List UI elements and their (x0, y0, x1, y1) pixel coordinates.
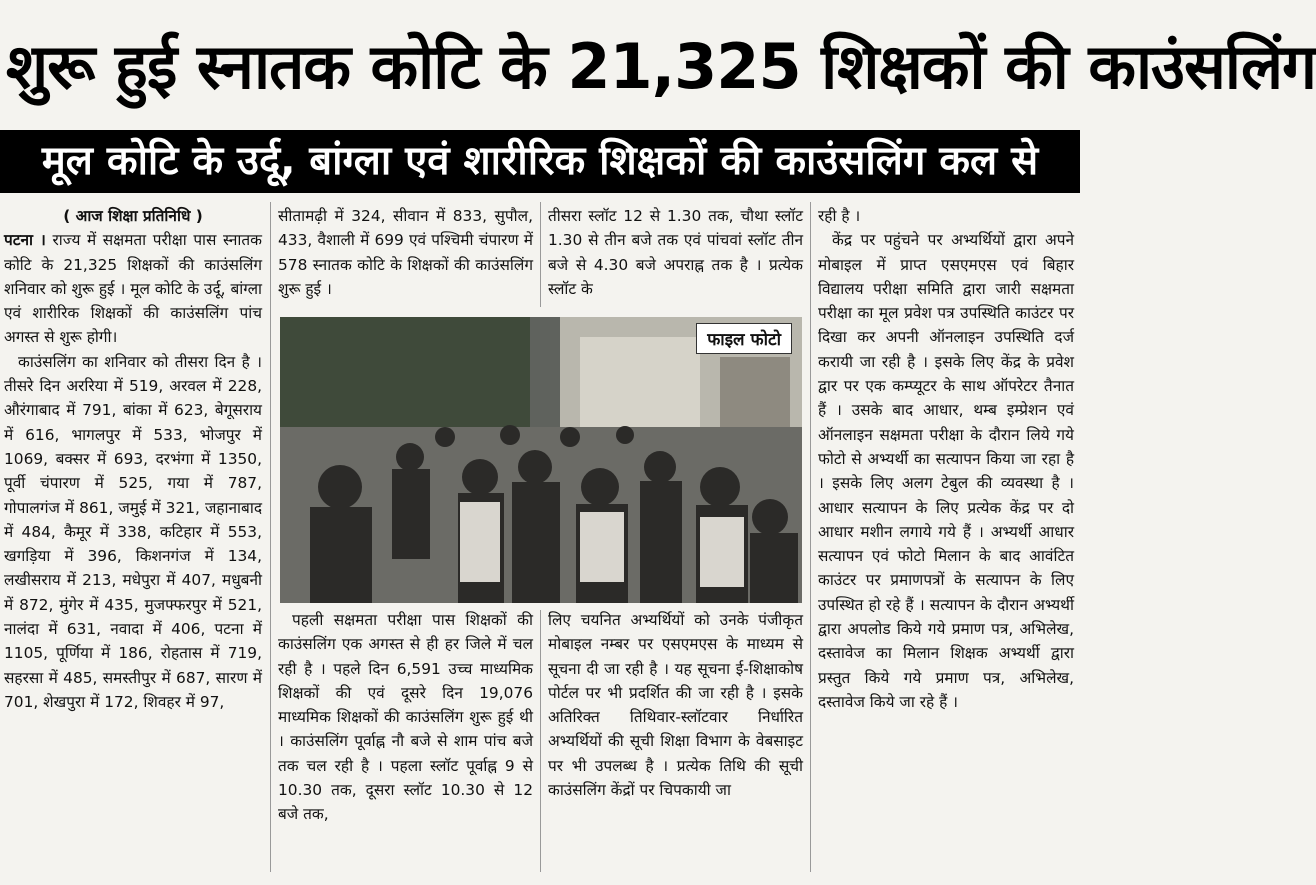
article-paragraph: काउंसलिंग का शनिवार को तीसरा दिन है । तीसरे दिन अररिया में 519, अरवल में 228, औरंगाबाद में 791, बांका में 623, बेगूसराय में 616, भागलपुर में 533, भोजपुर में 1069, बक्सर में 693, दरभंगा में 1350, पूर्वी चंपारण में 525, गया में 787, गोपालगंज में 861, जमुई में 321, जहानाबाद में 484, कैमूर में 338, कटिहार में 553, खगड़िया में 396, किशनगंज में 134, लखीसराय में 213, मधेपुरा में 407, मधुबनी में 872, मुंगेर में 435, मुजफ्फरपुर में 521, नालंदा में 631, नवादा में 406, पटना में 1105, पूर्णिया में 186, रोहतास में 719, सहरसा में 485, समस्तीपुर में 687, सारण में 701, शेखपुरा में 172, शिवहर में 97, (4, 352, 262, 711)
subheadline-banner: मूल कोटि के उर्दू, बांग्ला एवं शारीरिक शिक्षकों की काउंसलिंग कल से (0, 130, 1080, 193)
article-column-3-bottom (548, 608, 803, 876)
article-column-1 (4, 204, 262, 880)
column-rule (810, 202, 811, 872)
paragraph-text: राज्य में सक्षमता परीक्षा पास स्नातक कोटि के 21,325 शिक्षकों की काउंसलिंग शनिवार को शुरू हुई । मूल कोटि के उर्दू, बांग्ला एवं शारीरिक शिक्षकों की काउंसलिंग पांच अगस्त से शुरू होगी। (4, 231, 262, 347)
article-column-4 (818, 204, 1074, 880)
dateline: पटना । (4, 231, 46, 250)
headline: शुरू हुई स्नातक कोटि के 21,325 शिक्षकों की काउंसलिंग (6, 30, 1316, 103)
article-paragraph: सीतामढ़ी में 324, सीवान में 833, सुपौल, 433, वैशाली में 699 एवं पश्चिमी चंपारण में 578 स्नातक कोटि के शिक्षकों की काउंसलिंग शुरू हुई । (278, 207, 533, 298)
article-paragraph: केंद्र पर पहुंचने पर अभ्यर्थियों द्वारा अपने मोबाइल में प्राप्त एसएमएस एवं बिहार विद्यालय परीक्षा समिति द्वारा जारी सक्षमता परीक्षा का मूल प्रवेश पत्र उपस्थिति काउंटर पर दिखा कर अपनी ऑनलाइन उपस्थिति दर्ज करायी जा रही है । इसके लिए केंद्र के प्रवेश द्वार पर एक कम्प्यूटर के साथ ऑपरेटर तैनात हैं । उसके बाद आधार, थम्ब इम्प्रेशन एवं ऑनलाइन सक्षमता परीक्षा के दौरान लिये गये फोटो से अभ्यर्थी का सत्यापन किया जा रहा है । इसके लिए अलग टेबुल की व्यवस्था है । आधार सत्यापन के लिए प्रत्येक केंद्र पर दो आधार मशीन लगाये गये हैं । अभ्यर्थी आधार सत्यापन एवं फोटो मिलान के बाद आवंटित काउंटर पर प्रमाणपत्रों के सत्यापन के लिए उपस्थित हो रहे हैं । सत्यापन के दौरान अभ्यर्थी द्वारा अपलोड किये गये प्रमाण पत्र, अभिलेख, दस्तावेज का मिलान शिक्षक अभ्यर्थी द्वारा प्रस्तुत किये गये प्रमाण पत्र, अभिलेख, दस्तावेज किये जा रहे हैं । (818, 231, 1074, 711)
article-column-2-top (278, 204, 533, 304)
article-paragraph: तीसरा स्लॉट 12 से 1.30 तक, चौथा स्लॉट 1.30 से तीन बजे तक एवं पांचवां स्लॉट तीन बजे से 4.30 बजे अपराह्न तक है । प्रत्येक स्लॉट के (548, 207, 803, 298)
article-column-3-top (548, 204, 803, 304)
column-rule (540, 202, 541, 307)
column-rule (540, 610, 541, 872)
column-rule (270, 202, 271, 872)
article-column-2-bottom (278, 608, 533, 876)
byline: ( आज शिक्षा प्रतिनिधि ) (63, 207, 203, 225)
article-paragraph: रही है । (818, 207, 861, 225)
article-paragraph: लिए चयनित अभ्यर्थियों को उनके पंजीकृत मोबाइल नम्बर पर एसएमएस के माध्यम से सूचना दी जा रही है । यह सूचना ई-शिक्षाकोष पोर्टल पर भी प्रदर्शित की जा रही है । इसके अतिरिक्त तिथिवार-स्लॉटवार निर्धारित अभ्यर्थियों की सूची शिक्षा विभाग के वेबसाइट पर भी उपलब्ध है । प्रत्येक तिथि की सूची काउंसलिंग केंद्रों पर चिपकायी जा (548, 611, 803, 800)
crowd-photo-illustration (280, 317, 802, 603)
photo-label: फाइल फोटो (696, 323, 792, 354)
news-photo (280, 317, 802, 603)
article-paragraph (4, 228, 262, 349)
article-paragraph: पहली सक्षमता परीक्षा पास शिक्षकों की काउंसलिंग एक अगस्त से ही हर जिले में चल रही है । पहले दिन 6,591 उच्च माध्यमिक शिक्षकों की एवं दूसरे दिन 19,076 माध्यमिक शिक्षकों की काउंसलिंग शुरू हुई थी । काउंसलिंग पूर्वाह्न नौ बजे से शाम पांच बजे तक चल रही है । पहला स्लॉट पूर्वाह्न 9 से 10.30 तक, दूसरा स्लॉट 10.30 से 12 बजे तक, (278, 611, 533, 824)
